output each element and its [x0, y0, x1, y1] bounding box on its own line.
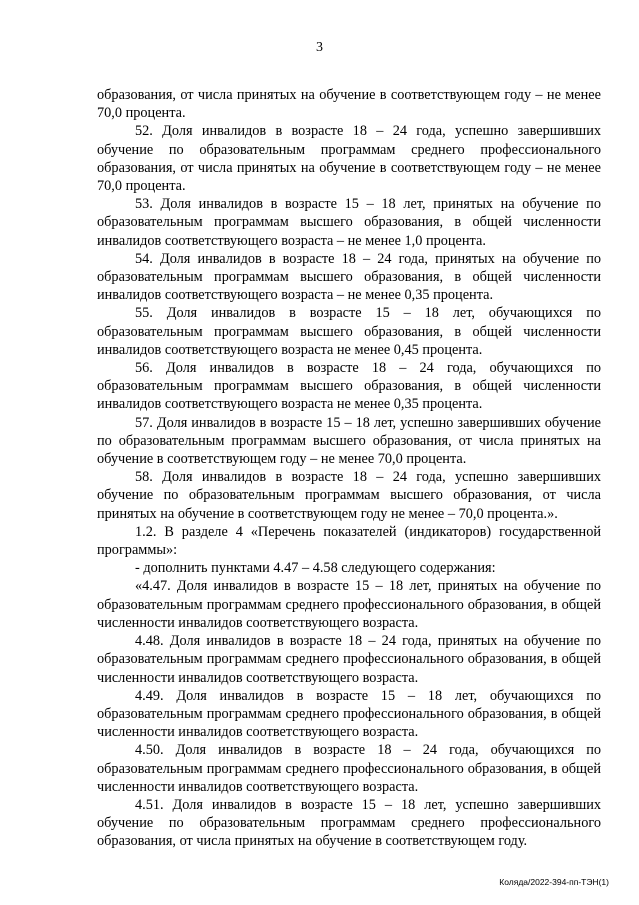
- paragraph-item-4-49: 4.49. Доля инвалидов в возрасте 15 – 18 лет, обучающихся по образовательным программам среднего профессионального образования, в общей численности инвалидов соответствующего возраста.: [97, 687, 601, 741]
- footer-document-code: Коляда/2022-394-пп-ТЭН(1): [499, 877, 609, 887]
- paragraph-item-4-48: 4.48. Доля инвалидов в возрасте 18 – 24 года, принятых на обучение по образовательным программам среднего профессионального образования, в общей численности инвалидов соответствующего возраста.: [97, 633, 601, 686]
- paragraph-add-items: - дополнить пунктами 4.47 – 4.58 следующего содержания:: [135, 560, 496, 577]
- paragraph-item-55: 55. Доля инвалидов в возрасте 15 – 18 лет, обучающихся по образовательным программам высшего образования, в общей численности инвалидов соответствующего возраста не менее 0,45 процента.: [97, 305, 601, 358]
- paragraph-continuation: образования, от числа принятых на обучение в соответствующем году – не менее 70,0 процента.: [97, 87, 601, 122]
- document-body: [97, 86, 601, 851]
- paragraph-section-1-2: 1.2. В разделе 4 «Перечень показателей (индикаторов) государственной программы»:: [97, 523, 601, 559]
- paragraph-item-54: 54. Доля инвалидов в возрасте 18 – 24 года, принятых на обучение по образовательным программам высшего образования, в общей численности инвалидов соответствующего возраста – не менее 0,35 процента.: [97, 250, 601, 304]
- paragraph-item-58: 58. Доля инвалидов в возрасте 18 – 24 года, успешно завершивших обучение по образовательным программам высшего образования, от числа принятых на обучение в соответствующем году не менее – 70,0 процента.».: [97, 469, 601, 522]
- paragraph-item-56: 56. Доля инвалидов в возрасте 18 – 24 года, обучающихся по образовательным программам высшего образования, в общей численности инвалидов соответствующего возраста не менее 0,35 процента.: [97, 360, 601, 413]
- paragraph-item-52: 52. Доля инвалидов в возрасте 18 – 24 года, успешно завершивших обучение по образовательным программам среднего профессионального образования, от числа принятых на обучение в соответствующем году – не менее 70,0 процента.: [97, 123, 601, 195]
- paragraph-item-4-47: «4.47. Доля инвалидов в возрасте 15 – 18 лет, принятых на обучение по образовательным программам среднего профессионального образования, в общей численности инвалидов соответствующего возраста.: [97, 578, 601, 631]
- paragraph-item-4-50: 4.50. Доля инвалидов в возрасте 18 – 24 года, обучающихся по образовательным программам среднего профессионального образования, в общей численности инвалидов соответствующего возраста.: [97, 742, 601, 795]
- paragraph-item-4-51: 4.51. Доля инвалидов в возрасте 15 – 18 лет, успешно завершивших обучение по образовательным программам среднего профессионального образования, от числа принятых на обучение в соответствующем году.: [97, 796, 601, 850]
- paragraph-item-53: 53. Доля инвалидов в возрасте 15 – 18 лет, принятых на обучение по образовательным программам высшего образования, в общей численности инвалидов соответствующего возраста – не менее 1,0 процента.: [97, 196, 601, 249]
- page-number: 3: [316, 40, 323, 55]
- paragraph-item-57: 57. Доля инвалидов в возрасте 15 – 18 лет, успешно завершивших обучение по образовательным программам высшего образования, от числа принятых на обучение в соответствующем году – не менее 70,0 процента.: [97, 414, 601, 468]
